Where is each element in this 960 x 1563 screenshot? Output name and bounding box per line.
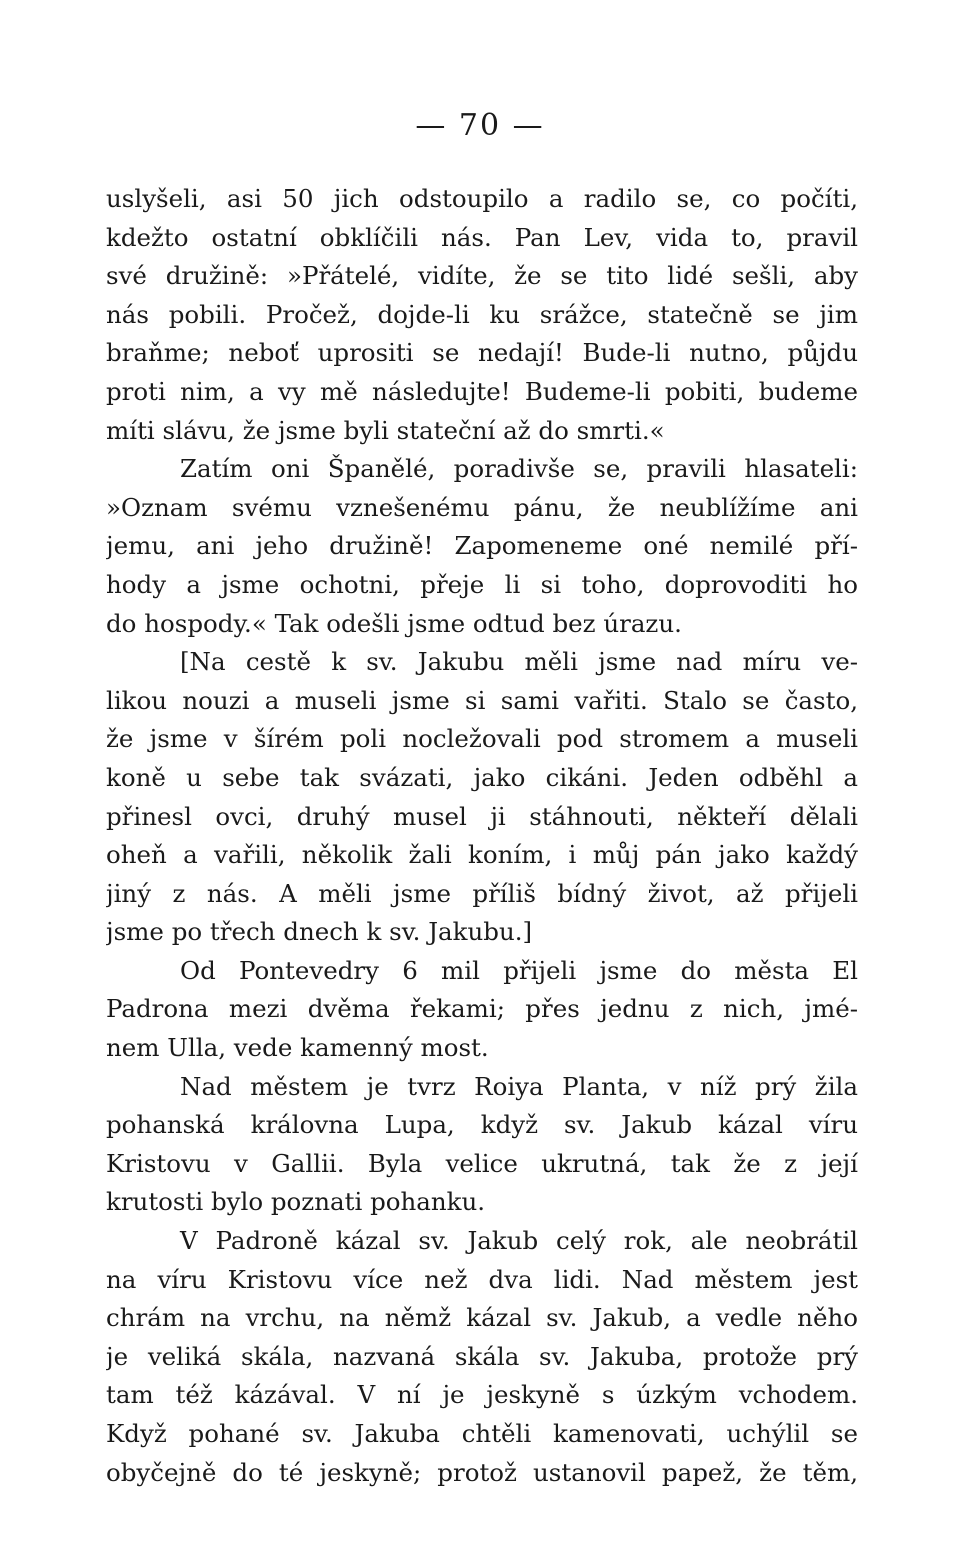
text-line: hody a jsme ochotni, přeje li si toho, doprovoditi ho (106, 569, 858, 599)
text-line: Nad městem je tvrz Roiya Planta, v níž prý žila (180, 1071, 858, 1101)
text-line: proti nim, a vy mě následujte! Budeme-li pobiti, budeme (106, 376, 858, 406)
text-line: Kristovu v Gallii. Byla velice ukrutná, tak že z její (106, 1148, 858, 1178)
text-line: koně u sebe tak svázati, jako cikáni. Jeden odběhl a (106, 762, 858, 792)
text-line: je veliká skála, nazvaná skála sv. Jakuba, protože prý (106, 1341, 858, 1371)
text-line: míti slávu, že jsme byli stateční až do smrti.« (106, 415, 665, 445)
text-line: nás pobili. Pročež, dojde-li ku srážce, statečně se jim (106, 299, 858, 329)
text-line: do hospody.« Tak odešli jsme odtud bez úrazu. (106, 608, 682, 638)
body-text (106, 180, 858, 1492)
text-line: braňme; neboť uprositi se nedají! Bude-li nutno, půjdu (106, 338, 858, 368)
text-line: na víru Kristovu více než dva lidi. Nad městem jest (106, 1264, 858, 1294)
text-line: oheň a vařili, několik žali koním, i můj pán jako každý (106, 840, 858, 870)
text-line: krutosti bylo poznati pohanku. (106, 1187, 486, 1217)
text-line: že jsme v šírém poli nocležovali pod stromem a museli (106, 724, 858, 754)
text-line: kdežto ostatní obklíčili nás. Pan Lev, vida to, pravil (106, 222, 858, 252)
text-line: obyčejně do té jeskyně; protož ustanovil papež, že těm, (106, 1457, 858, 1487)
text-line: pohanská královna Lupa, když sv. Jakub kázal víru (106, 1110, 858, 1140)
text-line: V Padroně kázal sv. Jakub celý rok, ale neobrátil (180, 1226, 858, 1256)
text-line: chrám na vrchu, na němž kázal sv. Jakub, a vedle něho (106, 1303, 858, 1333)
text-line: Zatím oni Španělé, poradivše se, pravili hlasateli: (180, 454, 858, 484)
page-number: — 70 — (415, 108, 545, 143)
text-line: tam též kázával. V ní je jeskyně s úzkým vchodem. (106, 1380, 858, 1410)
text-line: uslyšeli, asi 50 jich odstoupilo a radilo se, co počíti, (106, 184, 858, 213)
text-line: jsme po třech dnech k sv. Jakubu.] (106, 917, 533, 947)
text-line: své družině: »Přátelé, vidíte, že se tito lidé sešli, aby (106, 261, 858, 291)
text-line: likou nouzi a museli jsme si sami vařiti. Stalo se často, (106, 685, 858, 715)
text-line: Padrona mezi dvěma řekami; přes jednu z nich, jmé- (106, 994, 858, 1024)
text-line: jemu, ani jeho družině! Zapomeneme oné nemilé pří- (106, 531, 858, 561)
text-line: jiný z nás. A měli jsme příliš bídný život, až přijeli (106, 878, 858, 908)
text-line: [Na cestě k sv. Jakubu měli jsme nad míru ve- (180, 647, 858, 677)
text-line: přinesl ovci, druhý musel ji stáhnouti, někteří dělali (106, 801, 858, 831)
text-line: »Oznam svému vznešenému pánu, že neublížíme ani (106, 492, 858, 522)
text-line: Když pohané sv. Jakuba chtěli kamenovati, uchýlil se (106, 1419, 858, 1448)
text-line: nem Ulla, vede kamenný most. (106, 1033, 489, 1063)
text-line: Od Pontevedry 6 mil přijeli jsme do města El (180, 955, 858, 985)
